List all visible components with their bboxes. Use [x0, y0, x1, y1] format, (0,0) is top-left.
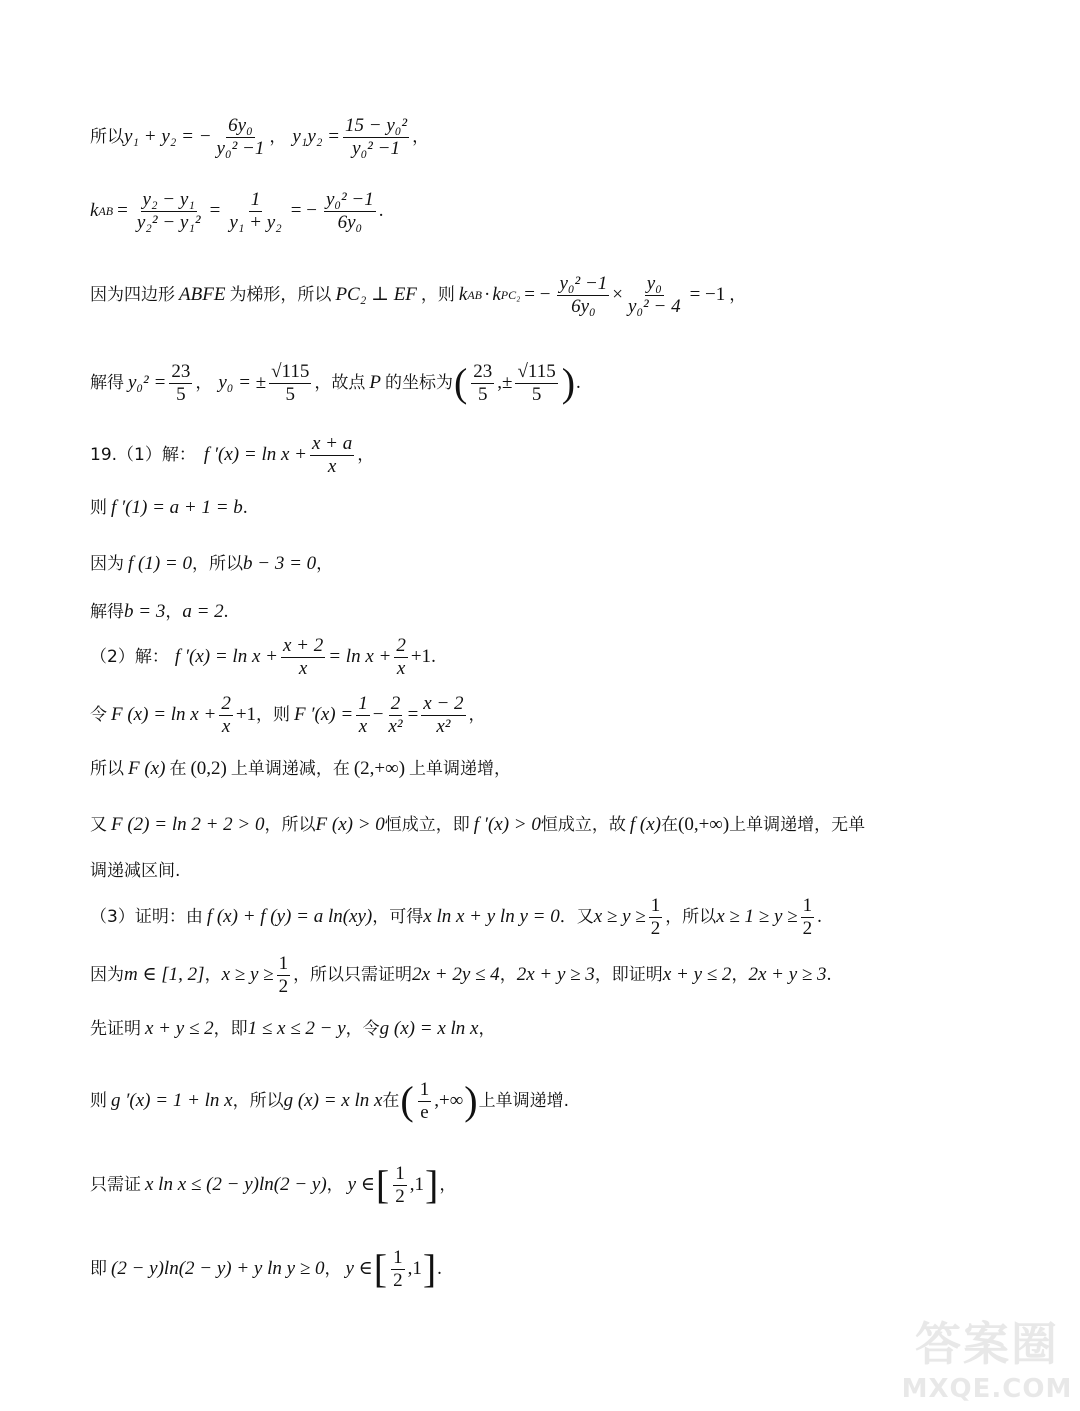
text: ，: [729, 285, 747, 305]
text: .: [817, 906, 822, 927]
text: ，: [269, 127, 287, 147]
math: x + y ≤ 2: [662, 964, 732, 985]
math: f ′(x) = ln x +: [174, 646, 278, 667]
numerator: 23: [171, 360, 191, 382]
text: 解得: [90, 602, 124, 622]
text: ，: [439, 1175, 457, 1195]
numerator: 1: [250, 188, 261, 210]
math: +1: [235, 704, 257, 725]
solution-line-4: [90, 355, 1020, 411]
math: k: [492, 284, 501, 305]
denominator: 5: [285, 383, 295, 405]
text: ，: [316, 554, 334, 574]
solution-line-15: [90, 950, 1020, 1000]
text: ，所以: [264, 815, 316, 835]
solution-line-11: [90, 755, 1020, 783]
solution-line-5: [90, 430, 1020, 480]
text: ，: [195, 373, 213, 393]
math: (0,2): [190, 758, 227, 779]
left-bracket: [: [375, 1162, 390, 1207]
subscript: AB: [98, 204, 114, 218]
numerator: 1: [650, 894, 661, 916]
fraction: [394, 635, 408, 680]
denominator: e: [420, 1101, 429, 1123]
math: P: [369, 372, 381, 393]
text: 上单调递减，在: [230, 759, 350, 779]
math: ,±: [497, 372, 513, 393]
question-number: 19.（1）解：: [90, 445, 196, 465]
fraction: [801, 895, 815, 940]
text: 解得: [90, 373, 124, 393]
denominator: x: [358, 715, 368, 737]
math: g (x) = x ln x: [379, 1018, 479, 1039]
text: 调递减区间.: [90, 861, 181, 881]
solution-line-17: [90, 1074, 1020, 1128]
text: ，: [731, 965, 749, 985]
subscript: PC₂: [500, 288, 521, 302]
text: ，: [412, 127, 430, 147]
numerator: y₀: [646, 272, 662, 294]
fraction: [135, 189, 203, 234]
solution-line-2: [90, 186, 1020, 236]
math: y₁y₂ =: [292, 126, 341, 147]
text: ，所以: [665, 907, 717, 927]
math: b = 3: [124, 601, 166, 622]
solution-line-6: [90, 494, 1020, 522]
denominator: 6y₀: [337, 211, 363, 233]
denominator: y₂² − y₁²: [136, 211, 201, 233]
text: 在: [382, 1091, 400, 1111]
text: ，: [165, 602, 183, 622]
numerator: 2: [390, 692, 401, 714]
text: 则: [90, 1091, 107, 1111]
numerator: 15 − y₀²: [345, 114, 408, 136]
numerator: 23: [473, 360, 493, 382]
math: y ∈: [347, 1174, 375, 1195]
fraction: [421, 693, 465, 738]
math: F (2) = ln 2 + 2 > 0: [111, 814, 265, 835]
math: y₁ + y₂ = −: [124, 126, 212, 147]
fraction: [281, 635, 325, 680]
fraction: [324, 189, 376, 234]
text: 上单调递增，无单: [729, 815, 866, 835]
numerator: 2: [221, 692, 231, 714]
right-paren: ): [464, 1078, 478, 1123]
denominator: 5: [176, 383, 186, 405]
text: .: [437, 1258, 442, 1279]
numerator: 1: [395, 1162, 405, 1184]
text: 又: [90, 815, 107, 835]
text: ，即证明: [594, 965, 663, 985]
numerator: y₀² −1: [325, 188, 374, 210]
text: ，: [326, 1175, 344, 1195]
text: ，: [324, 1259, 342, 1279]
math: f (x): [629, 814, 661, 835]
math: x ≥ y ≥: [593, 906, 646, 927]
text: .: [431, 646, 436, 667]
math: ABFE: [179, 284, 226, 305]
denominator: 2: [650, 917, 661, 939]
watermark-logo: [901, 1308, 1073, 1404]
solution-line-8: [90, 598, 1020, 626]
solution-line-16: [90, 1015, 1020, 1043]
fraction: [215, 115, 267, 160]
text: 令: [90, 705, 107, 725]
fraction: [269, 361, 311, 406]
text: ，: [468, 705, 486, 725]
numerator: y₂ − y₁: [142, 188, 195, 210]
math: F ′(x) =: [294, 704, 354, 725]
fraction: [277, 953, 291, 998]
denominator: 2: [395, 1185, 405, 1207]
text: 为梯形，所以: [229, 285, 332, 305]
text: .: [576, 372, 581, 393]
right-paren: ): [561, 360, 576, 405]
numerator: √115: [271, 360, 310, 382]
math: b − 3 = 0: [243, 553, 317, 574]
numerator: 1: [358, 692, 368, 714]
right-bracket: ]: [422, 1246, 437, 1291]
fraction: [391, 1247, 405, 1292]
text: （2）解：: [90, 647, 169, 667]
text: ，: [478, 1019, 496, 1039]
watermark-text: 答案圈: [915, 1316, 1059, 1371]
math: +1: [410, 646, 432, 667]
text: 因为四边形: [90, 285, 175, 305]
denominator: x: [221, 715, 231, 737]
text: 上单调递增.: [478, 1091, 569, 1111]
denominator: x: [396, 657, 406, 679]
left-bracket: [: [373, 1246, 388, 1291]
solution-line-18: [90, 1158, 1020, 1212]
denominator: y₀² − 4: [628, 295, 681, 317]
text: （3）证明：由: [90, 907, 203, 927]
denominator: 2: [802, 917, 813, 939]
text: ，所以: [192, 554, 244, 574]
text: 恒成立，故: [540, 815, 626, 835]
math: x ln x ≤ (2 − y)ln(2 − y): [145, 1174, 327, 1195]
math: f ′(x) = ln x +: [203, 444, 307, 465]
denominator: x: [298, 657, 308, 679]
numerator: y₀² −1: [559, 272, 608, 294]
text: 在: [661, 815, 678, 835]
math: = −1: [689, 284, 726, 305]
math: k: [458, 284, 468, 305]
text: 只需证: [90, 1175, 141, 1195]
text: 因为: [90, 554, 124, 574]
math: =: [117, 200, 128, 221]
text: 所以: [90, 759, 124, 779]
math: a = 2: [182, 601, 224, 622]
math: 2x + 2y ≤ 4: [412, 964, 500, 985]
math: x ≥ y ≥: [221, 964, 274, 985]
text: 则: [90, 498, 107, 518]
text: 所以: [90, 127, 124, 147]
denominator: y₀² −1: [216, 137, 265, 159]
text: ，即: [213, 1019, 248, 1039]
text: 在: [169, 759, 187, 779]
fraction: [557, 273, 609, 318]
solution-line-9: [90, 632, 1020, 682]
denominator: x²: [388, 715, 403, 737]
fraction: [343, 115, 409, 160]
solution-line-19: [90, 1242, 1020, 1296]
math: y₀ = ±: [218, 372, 267, 393]
text: .: [826, 964, 832, 985]
solution-line-10: [90, 690, 1020, 740]
math: y₀² =: [128, 372, 167, 393]
denominator: 5: [478, 383, 488, 405]
math: g ′(x) = 1 + ln x: [111, 1090, 233, 1111]
numerator: 1: [393, 1246, 403, 1268]
text: ，故点: [314, 373, 366, 393]
left-paren: (: [400, 1078, 414, 1123]
text: ，所以: [232, 1091, 284, 1111]
text: .: [378, 200, 384, 221]
math: 2x + y ≥ 3: [748, 964, 827, 985]
math: PC₂ ⊥ EF: [335, 284, 417, 305]
math: y ∈: [345, 1258, 373, 1279]
math: −: [372, 704, 384, 725]
fraction: [471, 361, 494, 406]
math: F (x): [128, 758, 166, 779]
left-paren: (: [453, 360, 468, 405]
denominator: y₁ + y₂: [229, 211, 282, 233]
math: f ′(1) = a + 1 = b: [111, 497, 243, 518]
math: 1 ≤ x ≤ 2 − y: [247, 1018, 346, 1039]
denominator: 2: [393, 1269, 403, 1291]
text: 即: [90, 1259, 107, 1279]
solution-line-1: [90, 112, 1020, 162]
math: ,1: [407, 1258, 422, 1279]
math: ,+∞: [434, 1090, 464, 1111]
fraction: [418, 1079, 432, 1124]
text: 恒成立，即: [384, 815, 470, 835]
math: x + y ≤ 2: [145, 1018, 214, 1039]
fraction: [219, 693, 233, 738]
math: g (x) = x ln x: [283, 1090, 383, 1111]
text: ，则: [420, 285, 455, 305]
fraction: [227, 189, 283, 234]
fraction: [626, 273, 683, 318]
text: ，令: [345, 1019, 380, 1039]
denominator: 2: [278, 975, 289, 997]
numerator: x + 2: [282, 634, 324, 656]
fraction: [386, 693, 404, 738]
math: x ln x + y ln y = 0: [423, 906, 560, 927]
fraction: [310, 433, 354, 478]
math: (0,+∞): [678, 814, 730, 835]
math: ,1: [409, 1174, 424, 1195]
text: ，: [499, 965, 517, 985]
denominator: 5: [531, 383, 542, 405]
text: ，: [357, 445, 375, 465]
denominator: x²: [436, 715, 451, 737]
math: (2 − y)ln(2 − y) + y ln y ≥ 0: [111, 1258, 325, 1279]
math: =: [407, 704, 419, 725]
text: ，所以只需证明: [293, 965, 413, 985]
math: = −: [524, 284, 551, 305]
math: =: [209, 200, 221, 221]
text: 的坐标为: [384, 373, 453, 393]
subscript: AB: [467, 288, 483, 302]
numerator: √115: [517, 360, 556, 382]
numerator: 2: [396, 634, 406, 656]
math: f ′(x) > 0: [473, 814, 541, 835]
right-bracket: ]: [425, 1162, 439, 1207]
math: x ≥ 1 ≥ y ≥: [716, 906, 798, 927]
solution-line-14: [90, 892, 1020, 942]
fraction: [649, 895, 663, 940]
math: f (x) + f (y) = a ln(xy): [206, 906, 373, 927]
math: ·: [484, 284, 491, 305]
math: F (x) > 0: [315, 814, 385, 835]
fraction: [356, 693, 370, 738]
text: ，可得: [372, 907, 424, 927]
fraction: [169, 361, 192, 406]
solution-line-12: [90, 811, 1020, 839]
text: 因为: [90, 965, 124, 985]
solution-line-7: [90, 550, 1020, 578]
numerator: 1: [802, 894, 813, 916]
math: F (x) = ln x +: [111, 704, 217, 725]
text: .: [242, 497, 248, 518]
math: k: [90, 200, 99, 221]
numerator: 1: [278, 952, 289, 974]
text: 上单调递增，: [409, 759, 512, 779]
text: ，则: [256, 705, 291, 725]
math: f (1) = 0: [128, 553, 193, 574]
watermark-url: MXQE.COM: [901, 1373, 1073, 1404]
math: = −: [290, 200, 317, 221]
solution-line-3: [90, 270, 1020, 320]
text: ．又: [559, 907, 594, 927]
math: = ln x +: [328, 646, 392, 667]
numerator: 6y₀: [228, 114, 253, 136]
math: m ∈ [1, 2]: [124, 964, 205, 985]
math: 2x + y ≥ 3: [516, 964, 595, 985]
numerator: x − 2: [423, 692, 464, 714]
numerator: x + a: [312, 432, 353, 454]
denominator: 6y₀: [571, 295, 596, 317]
numerator: 1: [419, 1078, 430, 1100]
denominator: x: [327, 455, 337, 477]
fraction: [393, 1163, 407, 1208]
denominator: y₀² −1: [352, 137, 400, 159]
text: ，: [204, 965, 222, 985]
text: 先证明: [90, 1019, 141, 1039]
solution-line-13: [90, 857, 1020, 885]
fraction: [515, 361, 557, 406]
math: (2,+∞): [353, 758, 406, 779]
math: ×: [612, 284, 624, 305]
text: .: [223, 601, 229, 622]
